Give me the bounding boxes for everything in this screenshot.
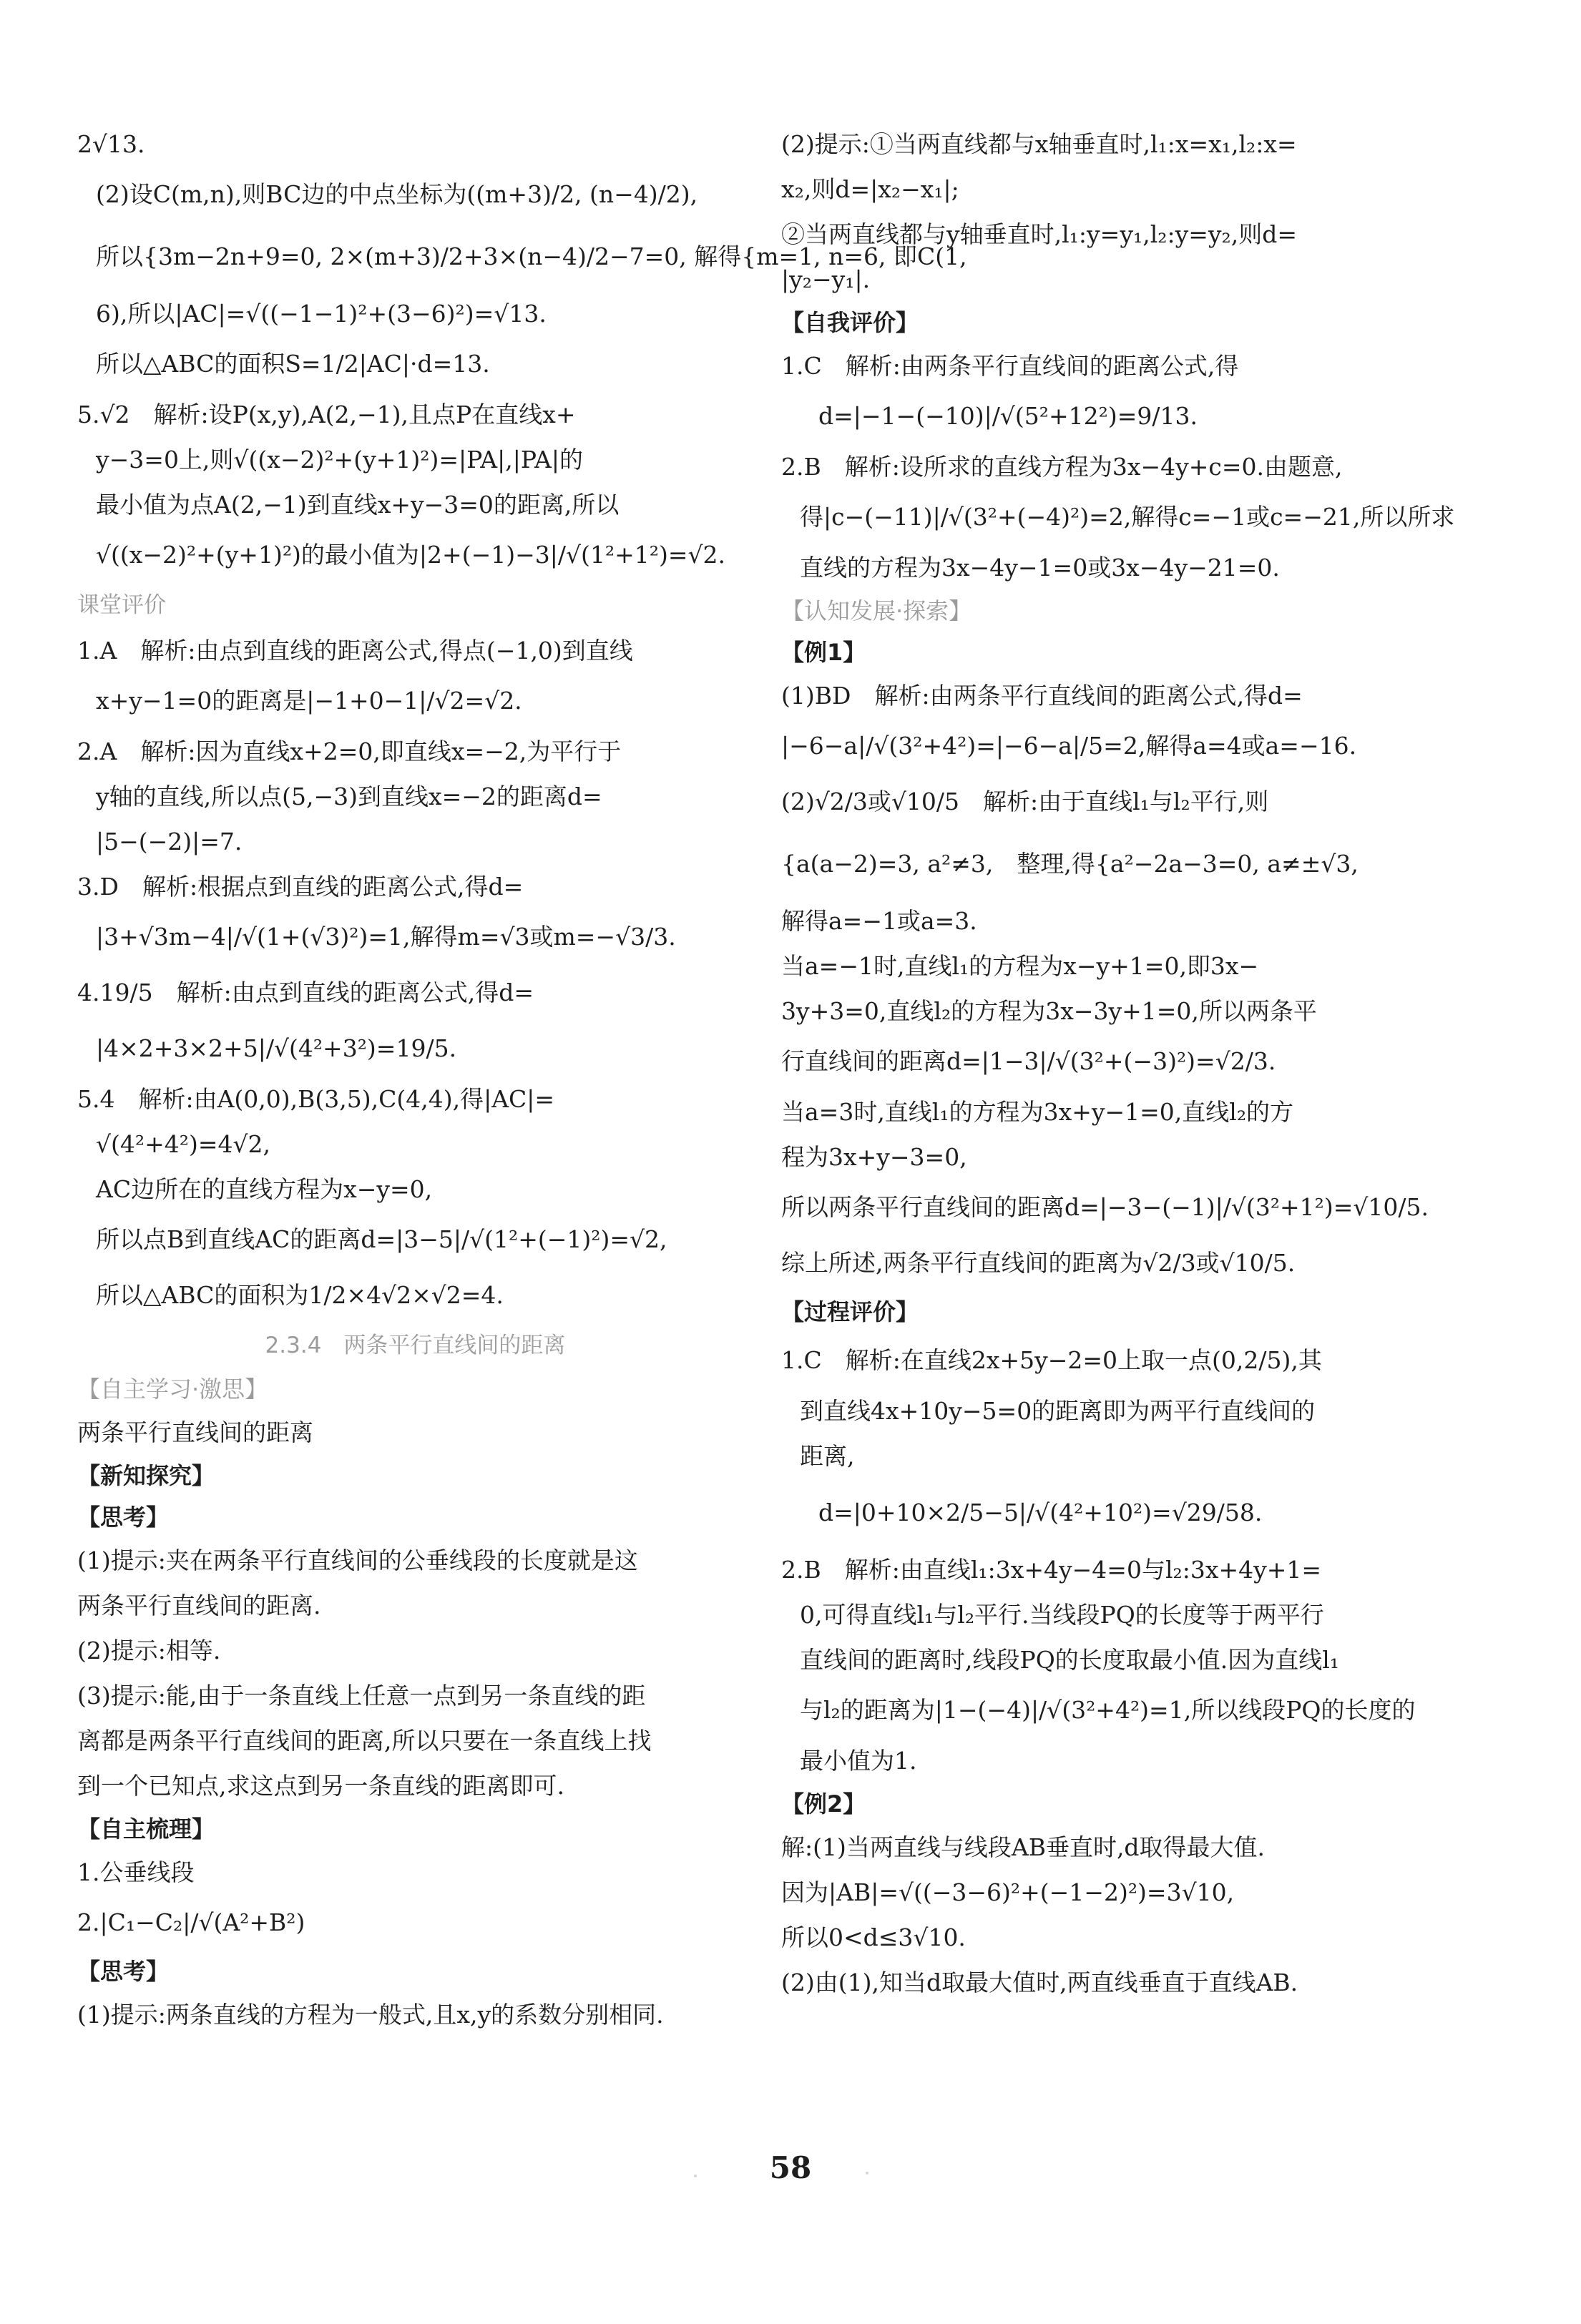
bracket-heading: 【过程评价】 [781, 1298, 919, 1325]
text-line: 所以点B到直线AC的距离d=|3−5|/√(1²+(−1)²)=√2, [96, 1225, 667, 1253]
text-line: 所以{3m−2n+9=0, 2×(m+3)/2+3×(n−4)/2−7=0, 解得{m=1, n=6, 即C(1, [96, 242, 967, 270]
text-line: 直线间的距离时,线段PQ的长度取最小值.因为直线l₁ [800, 1646, 1340, 1674]
bracket-heading: 【自主梳理】 [77, 1815, 215, 1843]
text-line: y−3=0上,则√((x−2)²+(y+1)²)=|PA|,|PA|的 [96, 446, 583, 474]
scan-speck [694, 2175, 697, 2177]
text-line: |3+√3m−4|/√(1+(√3)²)=1,解得m=√3或m=−√3/3. [96, 923, 676, 951]
text-line: 当a=3时,直线l₁的方程为3x+y−1=0,直线l₂的方 [781, 1098, 1294, 1126]
text-line: d=|0+10×2/5−5|/√(4²+10²)=√29/58. [818, 1499, 1263, 1526]
page-number: 58 [769, 2150, 812, 2185]
text-line: √((x−2)²+(y+1)²)的最小值为|2+(−1)−3|/√(1²+1²)=√2. [96, 541, 726, 569]
text-line: (1)提示:两条直线的方程为一般式,且x,y的系数分别相同. [77, 2001, 664, 2029]
text-line: 所以0<d≤3√10. [781, 1923, 966, 1951]
text-line: y轴的直线,所以点(5,−3)到直线x=−2的距离d= [96, 783, 602, 810]
text-line: 最小值为点A(2,−1)到直线x+y−3=0的距离,所以 [96, 491, 620, 519]
text-line: |5−(−2)|=7. [96, 828, 243, 855]
text-line: (1)BD 解析:由两条平行直线间的距离公式,得d= [781, 682, 1303, 710]
text-line: 1.A 解析:由点到直线的距离公式,得点(−1,0)到直线 [77, 637, 633, 665]
bracket-heading: 【认知发展·探索】 [781, 597, 972, 624]
text-line: (1)提示:夹在两条平行直线间的公垂线段的长度就是这 [77, 1546, 638, 1574]
text-line: 0,可得直线l₁与l₂平行.当线段PQ的长度等于两平行 [800, 1601, 1324, 1629]
text-line: 程为3x+y−3=0, [781, 1143, 967, 1171]
text-line: {a(a−2)=3, a²≠3, 整理,得{a²−2a−3=0, a≠±√3, [781, 850, 1359, 878]
text-line: |4×2+3×2+5|/√(4²+3²)=19/5. [96, 1034, 457, 1062]
text-line: 5.4 解析:由A(0,0),B(3,5),C(4,4),得|AC|= [77, 1085, 555, 1113]
bracket-heading: 【例2】 [781, 1790, 866, 1818]
text-line: 2.B 解析:设所求的直线方程为3x−4y+c=0.由题意, [781, 453, 1343, 481]
text-line: 2.A 解析:因为直线x+2=0,即直线x=−2,为平行于 [77, 737, 622, 765]
text-line: (3)提示:能,由于一条直线上任意一点到另一条直线的距 [77, 1682, 646, 1710]
text-line: ②当两直线都与y轴垂直时,l₁:y=y₁,l₂:y=y₂,则d= [781, 220, 1298, 248]
section-title: 2.3.4 两条平行直线间的距离 [265, 1333, 566, 1358]
text-line: 1.C 解析:由两条平行直线间的距离公式,得 [781, 352, 1239, 380]
text-line: 到一个已知点,求这点到另一条直线的距离即可. [77, 1772, 564, 1800]
text-line: 解:(1)当两直线与线段AB垂直时,d取得最大值. [781, 1833, 1266, 1861]
text-line: |y₂−y₁|. [781, 265, 871, 293]
text-line: √(4²+4²)=4√2, [96, 1130, 271, 1158]
text-line: 2√13. [77, 130, 145, 158]
text-line: 6),所以|AC|=√((−1−1)²+(3−6)²)=√13. [96, 300, 547, 328]
text-line: 2.B 解析:由直线l₁:3x+4y−4=0与l₂:3x+4y+1= [781, 1556, 1322, 1584]
text-line: d=|−1−(−10)|/√(5²+12²)=9/13. [818, 402, 1198, 430]
text-line: 3y+3=0,直线l₂的方程为3x−3y+1=0,所以两条平 [781, 997, 1317, 1025]
text-line: 所以两条平行直线间的距离d=|−3−(−1)|/√(3²+1²)=√10/5. [781, 1193, 1429, 1221]
text-line: 1.C 解析:在直线2x+5y−2=0上取一点(0,2/5),其 [781, 1346, 1322, 1374]
text-line: 两条平行直线间的距离 [77, 1418, 313, 1446]
text-line: 4.19/5 解析:由点到直线的距离公式,得d= [77, 979, 534, 1006]
text-line: 最小值为1. [800, 1747, 917, 1775]
text-line: |−6−a|/√(3²+4²)=|−6−a|/5=2,解得a=4或a=−16. [781, 732, 1357, 760]
text-line: (2)提示:相等. [77, 1637, 221, 1664]
text-line: 综上所述,两条平行直线间的距离为√2/3或√10/5. [781, 1249, 1296, 1277]
text-line: (2)由(1),知当d取最大值时,两直线垂直于直线AB. [781, 1968, 1298, 1996]
text-line: 与l₂的距离为|1−(−4)|/√(3²+4²)=1,所以线段PQ的长度的 [800, 1696, 1416, 1724]
text-line: 解得a=−1或a=3. [781, 907, 977, 935]
text-line: 距离, [800, 1442, 855, 1470]
text-line: 行直线间的距离d=|1−3|/√(3²+(−3)²)=√2/3. [781, 1047, 1276, 1075]
bracket-heading: 【自我评价】 [781, 309, 919, 336]
text-line: 直线的方程为3x−4y−1=0或3x−4y−21=0. [800, 554, 1280, 582]
bracket-heading: 【例1】 [781, 639, 866, 666]
text-line: x+y−1=0的距离是|−1+0−1|/√2=√2. [96, 687, 522, 715]
bracket-heading: 【思考】 [77, 1958, 170, 1985]
text-line: x₂,则d=|x₂−x₁|; [781, 175, 959, 203]
bracket-heading: 【思考】 [77, 1504, 170, 1531]
section-label: 课堂评价 [77, 592, 166, 618]
text-line: AC边所在的直线方程为x−y=0, [96, 1175, 433, 1203]
text-line: 所以△ABC的面积S=1/2|AC|·d=13. [96, 350, 490, 378]
text-line: 离都是两条平行直线间的距离,所以只要在一条直线上找 [77, 1727, 652, 1755]
text-line: (2)提示:①当两直线都与x轴垂直时,l₁:x=x₁,l₂:x= [781, 130, 1297, 158]
text-line: 1.公垂线段 [77, 1858, 195, 1886]
text-line: 所以△ABC的面积为1/2×4√2×√2=4. [96, 1281, 504, 1309]
text-line: (2)设C(m,n),则BC边的中点坐标为((m+3)/2, (n−4)/2), [96, 180, 698, 208]
text-line: 因为|AB|=√((−3−6)²+(−1−2)²)=3√10, [781, 1878, 1235, 1906]
scan-speck [866, 2172, 868, 2175]
text-line: 3.D 解析:根据点到直线的距离公式,得d= [77, 873, 524, 901]
right-column [781, 122, 1497, 2005]
text-line: 当a=−1时,直线l₁的方程为x−y+1=0,即3x− [781, 952, 1259, 980]
text-line: 5.√2 解析:设P(x,y),A(2,−1),且点P在直线x+ [77, 401, 576, 428]
text-line: 2.|C₁−C₂|/√(A²+B²) [77, 1908, 305, 1936]
bracket-heading: 【新知探究】 [77, 1462, 215, 1489]
bracket-heading: 【自主学习·激思】 [77, 1376, 268, 1403]
text-line: 两条平行直线间的距离. [77, 1592, 321, 1619]
text-line: 得|c−(−11)|/√(3²+(−4)²)=2,解得c=−1或c=−21,所以所求 [800, 503, 1455, 531]
text-line: 到直线4x+10y−5=0的距离即为两平行直线间的 [800, 1397, 1316, 1425]
text-line: (2)√2/3或√10/5 解析:由于直线l₁与l₂平行,则 [781, 788, 1269, 815]
